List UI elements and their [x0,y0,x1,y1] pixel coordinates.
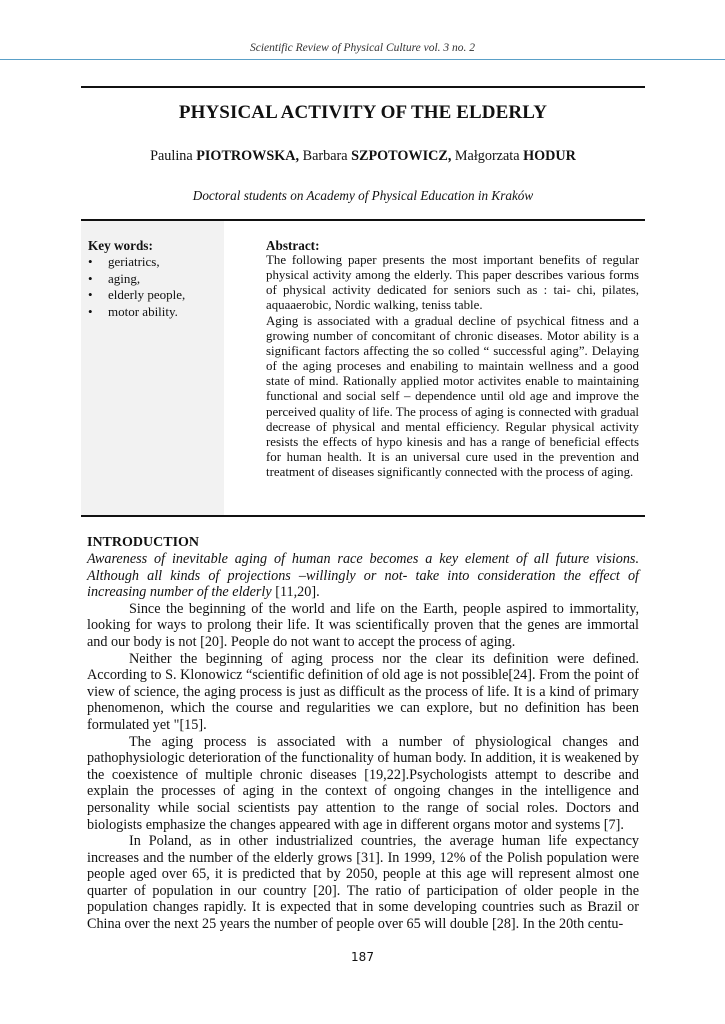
keyword-item [88,287,185,304]
author-3 [455,148,576,164]
author-2 [303,148,455,164]
introduction-lead [87,551,639,601]
abstract-paragraph: Aging is associated with a gradual decline of psychical fitness and a growing number of concomitant of chronic diseases. Motor ability is a significant factors affecting the so colled “ successful aging”. Delaying of the aging proceses and enabiling to maintain wellness and a good state of mind. Rationally applied motor activites enable to maintaining functional and social self – dependence until old age and improve the perceived quality of life. The process of aging is connected with gradual decrease of physical and mental efficiency. Regular physical activity resists the effects of hypo kinesis and has a range of beneficial effects for human health. It is an universal cure used in the prevention and treatment of diseases significantly connected with the process of aging. [266,313,639,480]
abstract-body [266,253,639,480]
abstract-paragraph: The following paper presents the most important benefits of regular physical activity among the elderly. This paper describes various forms of physical activity dedicated for seniors such as : tai- chi, pilates, aquaaerobic, Nordic walking, teniss table. [266,253,639,313]
abstract-title: Abstract: [266,238,320,253]
bullet-icon: • [88,270,93,286]
bullet-icon: • [88,287,93,302]
keyword-item [88,254,185,271]
keyword-text: geriatrics, [108,254,160,269]
body-paragraph: Since the beginning of the world and life on the Earth, people aspired to immortality, looking for ways to prolong their life. It was scientifically proven that the genes are immortal and our body is not [20]. People do not want to accept the process of aging. [87,600,639,650]
bullet-icon: • [88,254,93,269]
introduction-body [87,551,639,933]
author-2-last: SZPOTOWICZ [351,148,448,164]
page-number: 187 [351,950,374,964]
introduction-heading: INTRODUCTION [87,535,200,550]
keyword-text: motor ability. [108,303,178,319]
affiliation: Doctoral students on Academy of Physical Education in Kraków [192,188,534,203]
abstract-bottom-rule [81,515,645,517]
body-paragraph: The aging process is associated with a number of physiological changes and pathophysiologic deterioration of the functionality of human body. In addition, it is weakened by the coexistence of multiple chronic diseases [19,22].Psychologists attempt to describe and explain the processes of aging in the context of ongoing changes in the intelligence and personality while social scientists pay attention to the range of social roles. Doctors and biologists emphasize the changes appeared with age in different organs motor and systems [7]. [87,733,639,833]
lead-italic: Awareness of inevitable aging of human race becomes a key element of all future visions. Although all kinds of projections –willingly or not- take into consideration the effect of increasing number of the elderly [87,551,639,601]
authors-line [81,148,645,165]
author-1-first: Paulina [150,148,193,164]
running-header: Scientific Review of Physical Culture vol. 3 no. 2 [249,42,476,54]
author-2-sep: , [447,148,455,164]
author-1-sep: , [295,148,303,164]
title-top-rule [81,86,645,88]
author-2-first: Barbara [302,148,348,164]
lead-reference: [11,20]. [271,584,320,601]
author-1 [150,148,303,164]
author-3-last: HODUR [523,148,576,164]
author-3-first: Małgorzata [454,148,520,164]
paper-title: PHYSICAL ACTIVITY OF THE ELDERLY [178,102,548,123]
header-rule [0,59,725,60]
keyword-item [88,271,185,288]
bullet-icon: • [88,303,93,319]
author-1-last: PIOTROWSKA [196,148,296,164]
keyword-text: aging, [108,270,141,286]
keyword-item [88,304,185,321]
body-paragraph: Neither the beginning of aging process nor the clear its definition were defined. According to S. Klonowicz “scientific definition of old age is not possible[24]. From the point of view of science, the aging process is just as difficult as the process of life. It is a kind of primary phenomenon, which the course and regularities we can explore, but no definition has been formulated yet "[15]. [87,650,639,733]
body-paragraph: In Poland, as in other industrialized countries, the average human life expectancy increases and the number of the elderly grows [31]. In 1999, 12% of the Polish population were people aged over 65, it is predicted that by 2050, people at this age will represent almost one quarter of population in our country [20]. The ratio of participation of older people in the population changes rapidly. It is expected that in some developing countries such as Brazil or China over the next 25 years the number of people over 65 will double [28]. In the 20th centu- [87,833,639,933]
keywords-title: Key words: [88,238,153,253]
keywords-list [88,254,185,320]
keyword-text: elderly people, [108,287,186,302]
